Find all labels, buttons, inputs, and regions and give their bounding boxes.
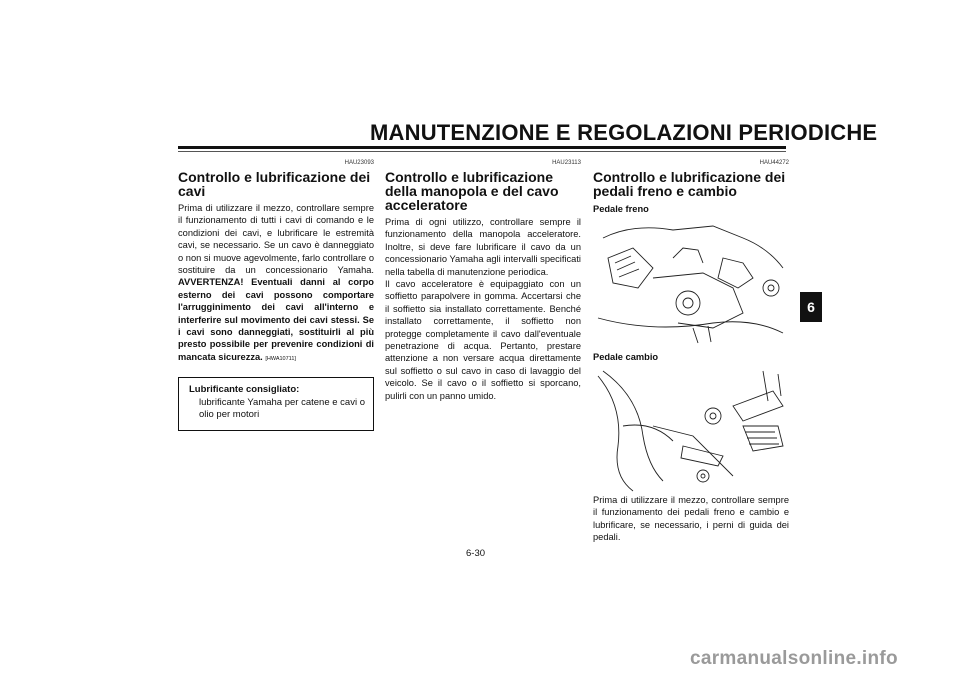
lubricant-box — [178, 377, 374, 430]
column-pedals — [593, 160, 789, 544]
brake-pedal-label: Pedale freno — [593, 204, 649, 214]
section-heading-pedals: Controllo e lubrificazione dei pedali freno e cambio — [593, 169, 786, 199]
cables-body: Prima di utilizzare il mezzo, controllare sempre il funzionamento di tutti i cavi di comando e le condizioni dei cavi, e lubrificare le estremità cavi, se necessario. Se un cavo è danneggiato o non si muove agevolmente, farlo controllare o sostituire da un concessionario Yamaha. — [178, 203, 374, 276]
watermark: carmanualsonline.info — [690, 648, 898, 669]
header-rule-thin — [178, 151, 786, 152]
page-number: 6-30 — [466, 548, 486, 559]
header-rule — [178, 146, 786, 149]
section-code: HAU23113 — [552, 160, 581, 166]
throttle-paragraph-2: Il cavo acceleratore è equipaggiato con un soffietto parapolvere in gomma. Accertarsi che il soffietto sia installato correttamente. Benché installato correttamente, il soffietto non protegge completamente il cavo dall'eventuale penetrazione di acqua. Pertanto, prestare attenzione a non versare acqua direttamente sul soffietto o sul cavo in caso di lavaggio del veicolo. Se il cavo o il soffietto si sporcano, pulirli con un panno umido. — [385, 279, 581, 401]
throttle-paragraph-1: Prima di ogni utilizzo, controllare sempre il funzionamento della manopola acceleratore. Inoltre, si deve fare lubrificare il cavo da un concessionario Yamaha agli intervalli specificati nella tabella di manutenzione periodica. — [385, 217, 581, 277]
warning-code: [HWA10711] — [265, 355, 296, 362]
shift-pedal-illustration — [593, 366, 789, 494]
section-code: HAU44272 — [759, 160, 789, 166]
chapter-tab: 6 — [800, 292, 822, 322]
column-cables — [178, 160, 374, 431]
section-heading-throttle: Controllo e lubrificazione della manopola e del cavo acceleratore — [385, 169, 559, 213]
lubricant-title: Lubrificante consigliato: — [189, 384, 300, 396]
brake-pedal-illustration — [593, 218, 789, 346]
section-code: HAU23093 — [344, 160, 374, 166]
shift-pedal-label: Pedale cambio — [593, 352, 659, 362]
lubricant-text: lubrificante Yamaha per catene e cavi o olio per motori — [199, 396, 365, 421]
pedals-paragraph: Prima di utilizzare il mezzo, controllare sempre il funzionamento dei pedali freno e cambio e lubrificare, se necessario, i perni di guida dei pedali. — [593, 495, 789, 543]
column-throttle — [385, 160, 581, 402]
page-title: MANUTENZIONE E REGOLAZIONI PERIODICHE — [370, 120, 878, 145]
cables-warning: AVVERTENZA! Eventuali danni al corpo esterno dei cavi possono comportare l'arrugginimento dei cavi all'interno e interferire sul movimento dei cavi stessi. Se i cavi sono danneggiati, sostituirli al più presto possibile per prevenire condizioni di mancata sicurezza. — [178, 277, 374, 362]
section-heading-cables: Controllo e lubrificazione dei cavi — [178, 169, 371, 199]
cables-paragraph — [178, 202, 374, 365]
